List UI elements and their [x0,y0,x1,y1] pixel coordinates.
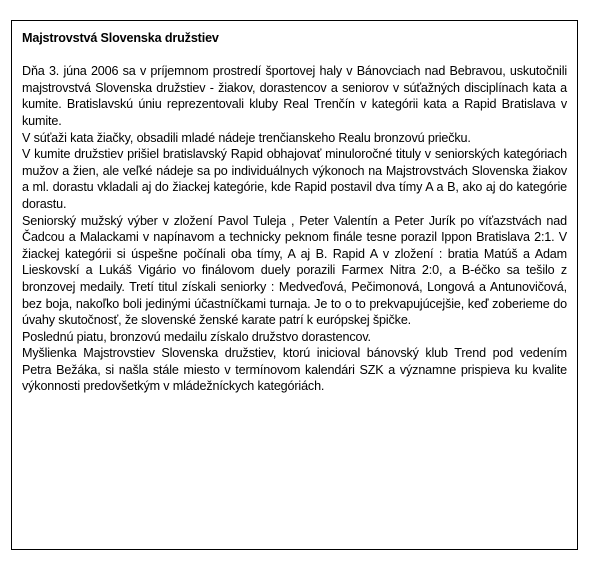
article-paragraph-5: Poslednú piatu, bronzovú medailu získalo družstvo dorastencov. [22,329,371,344]
article-paragraph-3: V kumite družstiev prišiel bratislavský Rapid obhajovať minuloročné tituly v seniorských kategóriach mužov a žien, ale veľké nádeje sa po individuálnych výkonoch na Majstrovstvách Slovenska žiakov a ml. dorastu vkladali aj do žiackej kategórie, kde Rapid postavil dva tímy A a B, ako aj do kategórie dorastu. [22,147,567,211]
article-paragraph-1: Dňa 3. júna 2006 sa v príjemnom prostredí športovej haly v Bánovciach nad Bebravou, uskutočnili majstrovstvá Slovenska družstiev - žiakov, dorastencov a seniorov v súťažných disciplínach kata a kumite. Bratislavskú úniu reprezentovali kluby Real Trenčín v kategórii kata a Rapid Bratislava v kumite. [22,64,567,128]
article-paragraph-4: Seniorský mužský výber v zložení Pavol Tuleja , Peter Valentín a Peter Jurík po víťazstvách nad Čadcou a Malackami v napínavom a technicky peknom finále tesne porazil Ippon Bratislava 2:1. V žiackej kategórii si úspešne počínali oba tímy, A aj B. Rapid A v zložení : bratia Matúš a Adam Lieskovskí a Lukáš Vigário vo finálovom duely porazili Farmex Nitra 2:0, a B-éčko sa tešilo z bronzovej medaily. Tretí titul získali seniorky : Medveďová, Pečimonová, Longová a Antunovičová, bez boja, nakoľko boli jedinými účastníčkami turnaja. Je to o to prekvapujúcejšie, keď zoberieme do úvahy skutočnosť, že slovenské ženské karate patrí k európskej špičke. [22,213,567,328]
article-box [11,20,578,550]
article-title: Majstrovstvá Slovenska družstiev [22,31,219,45]
article-paragraph-6: Myšlienka Majstrovstiev Slovenska družstiev, ktorú inicioval bánovský klub Trend pod vedením Petra Bežáka, si našla stále miesto v termínovom kalendári SZK a významne prispieva ku kvalite výkonnosti predovšetkým v mládežníckych kategóriách. [22,346,567,394]
article-paragraph-2: V súťaži kata žiačky, obsadili mladé nádeje trenčianskeho Realu bronzovú priečku. [22,130,471,145]
